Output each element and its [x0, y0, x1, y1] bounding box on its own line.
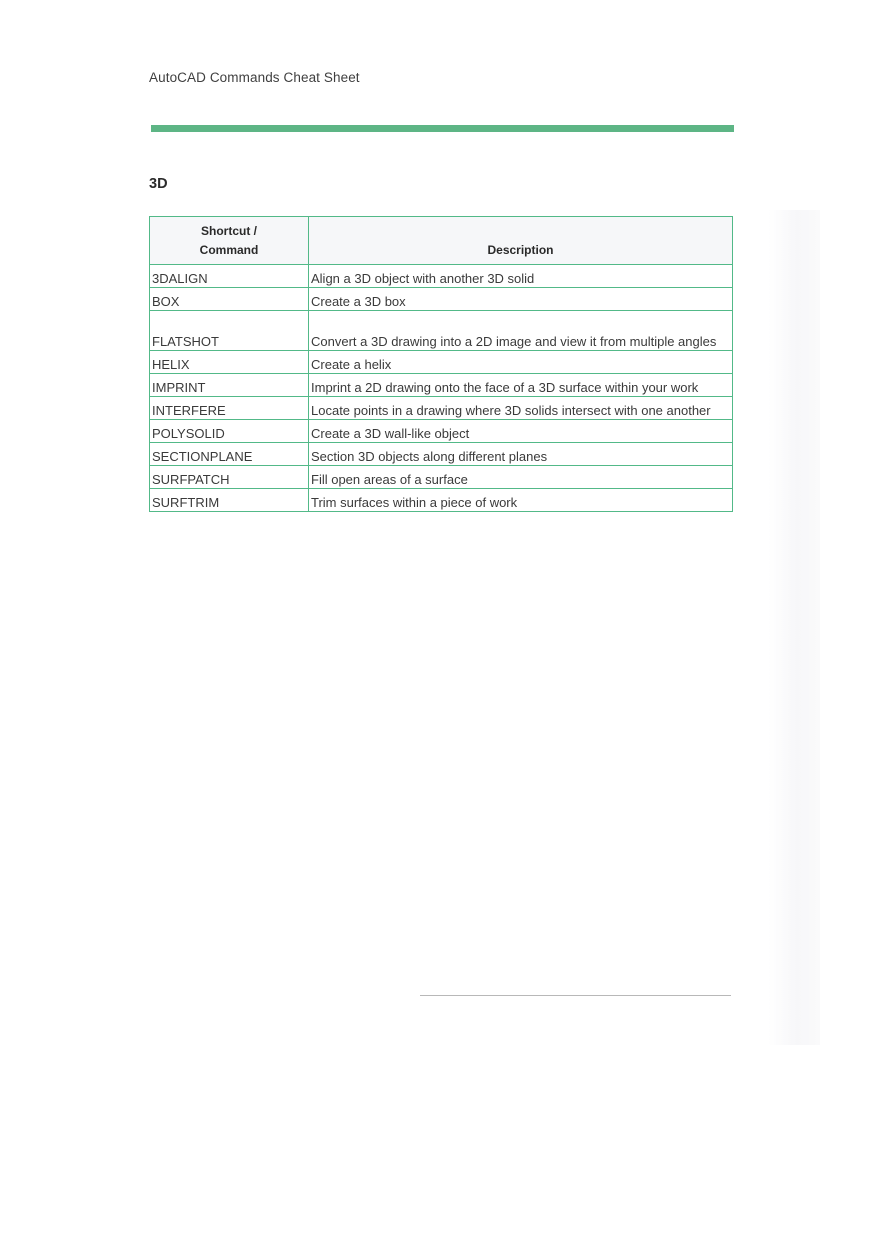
- table-row: [150, 489, 733, 512]
- description-cell: Create a helix: [309, 351, 733, 374]
- commands-table: [149, 216, 733, 512]
- description-cell: Section 3D objects along different planes: [309, 443, 733, 466]
- description-cell: Create a 3D box: [309, 288, 733, 311]
- command-cell: POLYSOLID: [150, 420, 309, 443]
- column-header-command: [150, 217, 309, 265]
- table-row: [150, 374, 733, 397]
- section-heading: 3D: [149, 176, 168, 192]
- command-cell: FLATSHOT: [150, 311, 309, 351]
- table-row: [150, 351, 733, 374]
- table-row: [150, 311, 733, 351]
- column-header-command-line1: Shortcut /: [201, 224, 257, 238]
- command-cell: SURFPATCH: [150, 466, 309, 489]
- table-row: [150, 288, 733, 311]
- command-cell: HELIX: [150, 351, 309, 374]
- header-divider: [151, 125, 734, 132]
- document-title: AutoCAD Commands Cheat Sheet: [149, 70, 360, 85]
- description-cell: Align a 3D object with another 3D solid: [309, 265, 733, 288]
- command-cell: INTERFERE: [150, 397, 309, 420]
- description-cell: Convert a 3D drawing into a 2D image and view it from multiple angles: [309, 311, 733, 351]
- command-cell: SURFTRIM: [150, 489, 309, 512]
- page-edge-shadow: [768, 210, 820, 1045]
- table-row: [150, 420, 733, 443]
- command-cell: 3DALIGN: [150, 265, 309, 288]
- column-header-description: Description: [309, 217, 733, 265]
- table-row: [150, 466, 733, 489]
- description-cell: Imprint a 2D drawing onto the face of a 3D surface within your work: [309, 374, 733, 397]
- command-cell: BOX: [150, 288, 309, 311]
- table-row: [150, 397, 733, 420]
- command-cell: SECTIONPLANE: [150, 443, 309, 466]
- table-row: [150, 443, 733, 466]
- footer-divider: [420, 995, 731, 996]
- table-row: [150, 265, 733, 288]
- command-cell: IMPRINT: [150, 374, 309, 397]
- column-header-command-line2: Command: [199, 243, 259, 257]
- description-cell: Fill open areas of a surface: [309, 466, 733, 489]
- description-cell: Trim surfaces within a piece of work: [309, 489, 733, 512]
- description-cell: Create a 3D wall-like object: [309, 420, 733, 443]
- description-cell: Locate points in a drawing where 3D solids intersect with one another: [309, 397, 733, 420]
- table-header-row: [150, 217, 733, 265]
